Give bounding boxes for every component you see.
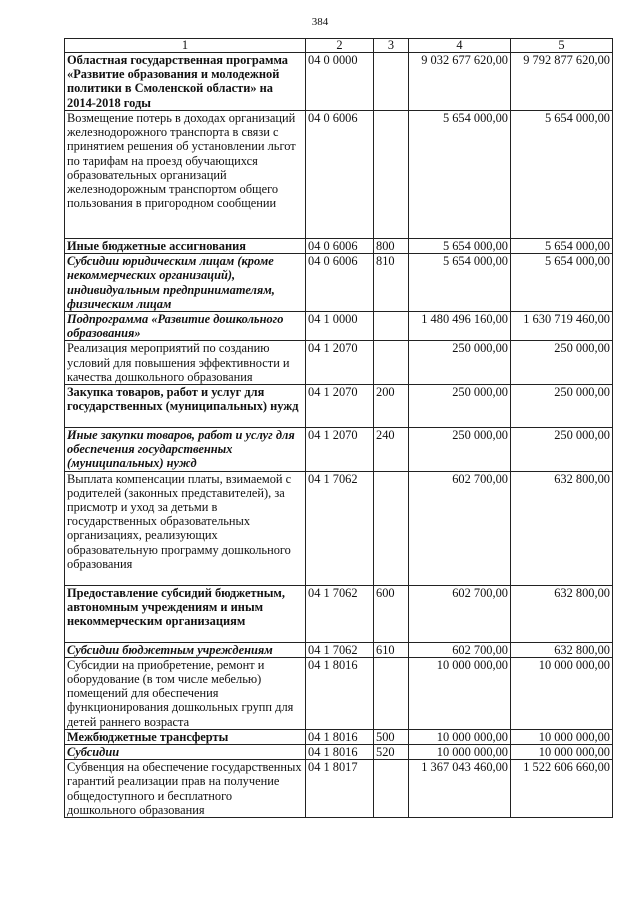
budget-table xyxy=(64,38,613,818)
table-body xyxy=(65,53,613,818)
amount-year-1: 5 654 000,00 xyxy=(409,239,511,254)
column-number: 4 xyxy=(409,39,511,53)
expense-type-code: 800 xyxy=(374,239,409,254)
expense-type-code xyxy=(374,53,409,111)
target-code: 04 1 7062 xyxy=(306,642,374,657)
target-code: 04 0 6006 xyxy=(306,254,374,312)
target-code: 04 1 0000 xyxy=(306,312,374,341)
column-number: 3 xyxy=(374,39,409,53)
table-row xyxy=(65,471,613,585)
target-code: 04 0 0000 xyxy=(306,53,374,111)
expense-type-code xyxy=(374,312,409,341)
table-row xyxy=(65,760,613,818)
column-number: 2 xyxy=(306,39,374,53)
target-code: 04 1 2070 xyxy=(306,428,374,472)
table-row xyxy=(65,657,613,729)
column-number: 1 xyxy=(65,39,306,53)
expense-type-code: 240 xyxy=(374,428,409,472)
item-name: Субсидии на приобретение, ремонт и оборудование (в том числе мебелью) помещений для обеспечения функционирования дошкольных групп для детей раннего возраста xyxy=(65,657,306,729)
amount-year-1: 10 000 000,00 xyxy=(409,745,511,760)
table-row xyxy=(65,312,613,341)
table-row xyxy=(65,341,613,385)
amount-year-1: 602 700,00 xyxy=(409,471,511,585)
expense-type-code xyxy=(374,471,409,585)
item-name: Иные закупки товаров, работ и услуг для обеспечения государственных (муниципальных) нужд xyxy=(65,428,306,472)
amount-year-2: 250 000,00 xyxy=(511,428,613,472)
item-name: Субсидии юридическим лицам (кроме некоммерческих организаций), индивидуальным предпринимателям, физическим лицам xyxy=(65,254,306,312)
expense-type-code xyxy=(374,111,409,239)
amount-year-2: 9 792 877 620,00 xyxy=(511,53,613,111)
table-row xyxy=(65,428,613,472)
amount-year-1: 9 032 677 620,00 xyxy=(409,53,511,111)
amount-year-2: 250 000,00 xyxy=(511,341,613,385)
amount-year-2: 250 000,00 xyxy=(511,385,613,428)
amount-year-2: 1 522 606 660,00 xyxy=(511,760,613,818)
table-row xyxy=(65,385,613,428)
target-code: 04 1 8017 xyxy=(306,760,374,818)
column-number-row xyxy=(65,39,613,53)
amount-year-1: 5 654 000,00 xyxy=(409,111,511,239)
item-name: Субсидии бюджетным учреждениям xyxy=(65,642,306,657)
table-row xyxy=(65,745,613,760)
expense-type-code: 500 xyxy=(374,729,409,744)
amount-year-2: 10 000 000,00 xyxy=(511,745,613,760)
target-code: 04 1 2070 xyxy=(306,341,374,385)
expense-type-code xyxy=(374,760,409,818)
item-name: Подпрограмма «Развитие дошкольного образования» xyxy=(65,312,306,341)
table-row xyxy=(65,642,613,657)
amount-year-2: 5 654 000,00 xyxy=(511,239,613,254)
item-name: Возмещение потерь в доходах организаций железнодорожного транспорта в связи с принятием решения об установлении льгот по тарифам на проезд обучающихся образовательных организаций железнодорожным транспортом общего пользования в пригородном сообщении xyxy=(65,111,306,239)
item-name: Выплата компенсации платы, взимаемой с родителей (законных представителей), за присмотр и уход за детьми в государственных образовательных организациях, реализующих образовательную программу дошкольного образования xyxy=(65,471,306,585)
expense-type-code: 520 xyxy=(374,745,409,760)
target-code: 04 1 7062 xyxy=(306,585,374,642)
item-name: Субвенция на обеспечение государственных гарантий реализации прав на получение общедоступного и бесплатного дошкольного образования xyxy=(65,760,306,818)
expense-type-code: 200 xyxy=(374,385,409,428)
expense-type-code xyxy=(374,657,409,729)
page-number: 384 xyxy=(311,16,329,28)
item-name: Иные бюджетные ассигнования xyxy=(65,239,306,254)
amount-year-2: 5 654 000,00 xyxy=(511,111,613,239)
amount-year-1: 10 000 000,00 xyxy=(409,657,511,729)
amount-year-2: 10 000 000,00 xyxy=(511,657,613,729)
expense-type-code xyxy=(374,341,409,385)
amount-year-2: 10 000 000,00 xyxy=(511,729,613,744)
amount-year-1: 250 000,00 xyxy=(409,341,511,385)
target-code: 04 1 8016 xyxy=(306,729,374,744)
target-code: 04 1 8016 xyxy=(306,745,374,760)
target-code: 04 0 6006 xyxy=(306,239,374,254)
table-row xyxy=(65,254,613,312)
table-row xyxy=(65,585,613,642)
target-code: 04 1 8016 xyxy=(306,657,374,729)
item-name: Предоставление субсидий бюджетным, автономным учреждениям и иным некоммерческим организациям xyxy=(65,585,306,642)
table-row xyxy=(65,239,613,254)
amount-year-1: 250 000,00 xyxy=(409,385,511,428)
target-code: 04 1 7062 xyxy=(306,471,374,585)
item-name: Закупка товаров, работ и услуг для государственных (муниципальных) нужд xyxy=(65,385,306,428)
amount-year-2: 632 800,00 xyxy=(511,471,613,585)
item-name: Субсидии xyxy=(65,745,306,760)
expense-type-code: 610 xyxy=(374,642,409,657)
expense-type-code: 810 xyxy=(374,254,409,312)
table-row xyxy=(65,729,613,744)
amount-year-1: 10 000 000,00 xyxy=(409,729,511,744)
amount-year-1: 250 000,00 xyxy=(409,428,511,472)
amount-year-1: 602 700,00 xyxy=(409,642,511,657)
item-name: Областная государственная программа «Развитие образования и молодежной политики в Смоленской области» на 2014-2018 годы xyxy=(65,53,306,111)
amount-year-1: 5 654 000,00 xyxy=(409,254,511,312)
amount-year-1: 1 480 496 160,00 xyxy=(409,312,511,341)
item-name: Межбюджетные трансферты xyxy=(65,729,306,744)
amount-year-1: 602 700,00 xyxy=(409,585,511,642)
target-code: 04 1 2070 xyxy=(306,385,374,428)
table-row xyxy=(65,53,613,111)
amount-year-2: 5 654 000,00 xyxy=(511,254,613,312)
amount-year-2: 632 800,00 xyxy=(511,642,613,657)
item-name: Реализация мероприятий по созданию условий для повышения эффективности и качества дошкольного образования xyxy=(65,341,306,385)
column-number: 5 xyxy=(511,39,613,53)
amount-year-1: 1 367 043 460,00 xyxy=(409,760,511,818)
amount-year-2: 632 800,00 xyxy=(511,585,613,642)
amount-year-2: 1 630 719 460,00 xyxy=(511,312,613,341)
table-row xyxy=(65,111,613,239)
target-code: 04 0 6006 xyxy=(306,111,374,239)
expense-type-code: 600 xyxy=(374,585,409,642)
